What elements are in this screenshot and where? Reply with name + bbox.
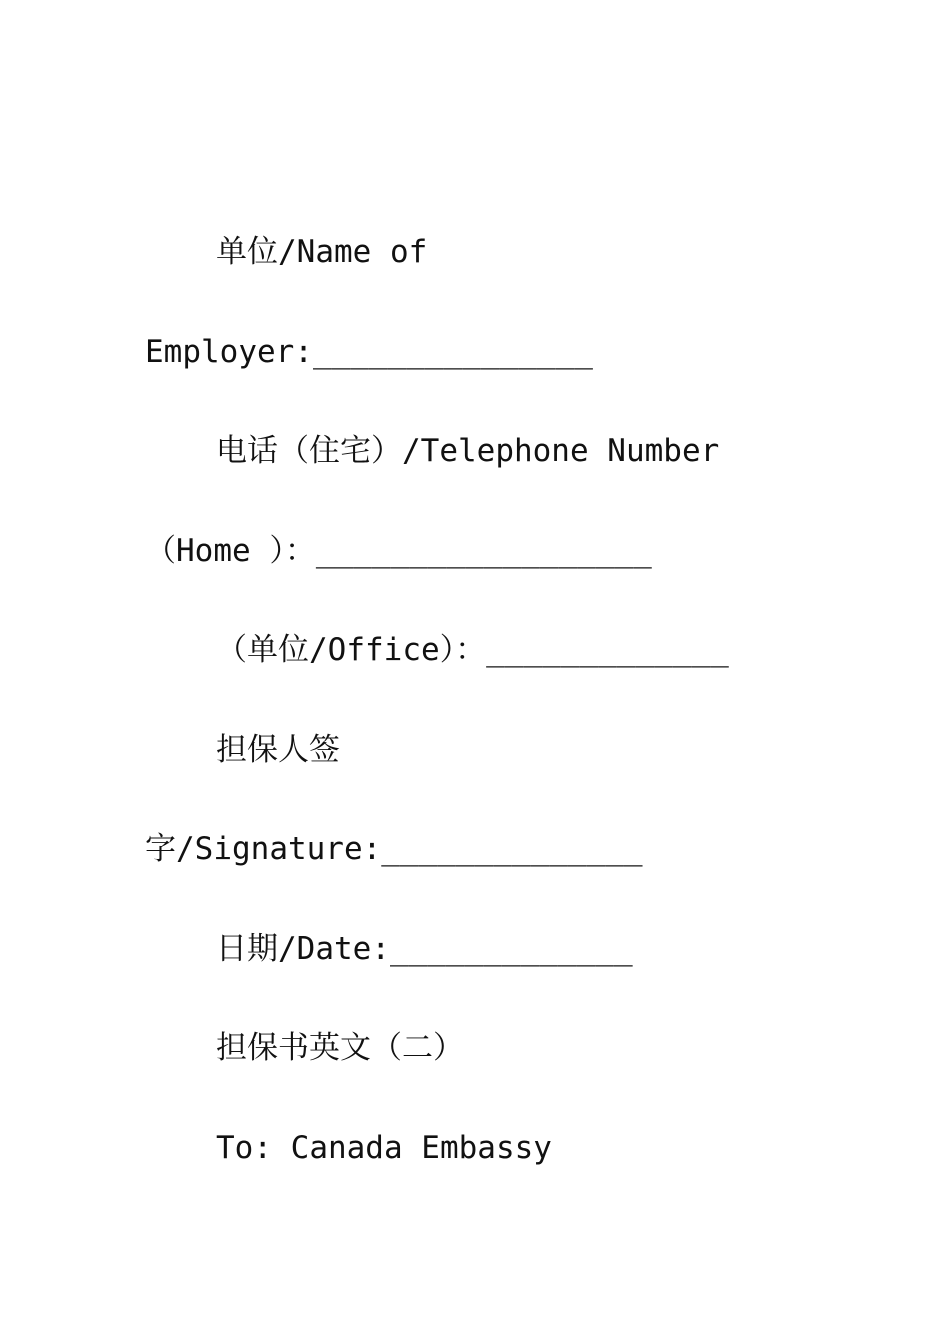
home-phone-field-line: （Home ）：__________________ <box>145 533 652 569</box>
employer-field-line: Employer:_______________ <box>145 334 593 370</box>
telephone-label: 电话（住宅）/Telephone Number <box>216 433 720 469</box>
employer-name-label: 单位/Name of <box>216 234 428 270</box>
guarantor-signature-label: 担保人签 <box>216 732 340 768</box>
recipient-line: To: Canada Embassy <box>216 1130 552 1166</box>
office-phone-field-line: （单位/Office）：_____________ <box>216 632 729 668</box>
date-field-line: 日期/Date:_____________ <box>216 931 633 967</box>
signature-field-line: 字/Signature:______________ <box>145 831 643 867</box>
section-heading: 担保书英文（二） <box>216 1030 464 1066</box>
